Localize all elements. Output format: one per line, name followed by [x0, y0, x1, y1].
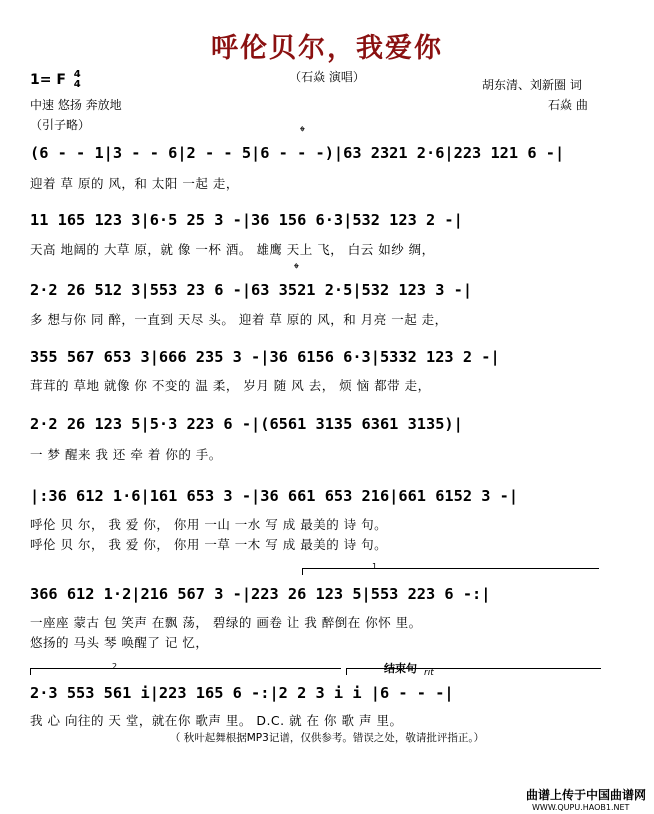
notation-row-4: 355 567 653 3|666 235 3 -|36 6156 6·3|5332 123 2 -|: [30, 348, 500, 366]
time-signature: [74, 70, 81, 90]
volta-1-label: 1: [372, 562, 378, 571]
notation-row-8: 2·3 553 561 i|223 165 6 -:|2 2 3 i i |6 - - -|: [30, 684, 454, 702]
notation-row-2: 11 165 123 3|6·5 25 3 -|36 156 6·3|532 123 2 -|: [30, 211, 463, 229]
notation-row-3: 2·2 26 512 3|553 23 6 -|63 3521 2·5|532 123 3 -|: [30, 281, 473, 299]
site-credit: 曲谱上传于中国曲谱网: [526, 788, 647, 802]
site-url: WWW.QUPU.HAOB1.NET: [532, 803, 630, 812]
lyric-line-6b: 呼伦 贝 尔， 我 爱 你， 你用 一草 一木 写 成 最美的 诗 句。: [30, 537, 388, 552]
composer-credit: 石焱 曲: [548, 98, 588, 112]
key-label: 1= F: [30, 72, 66, 88]
lyric-line-2: 天高 地阔的 大草 原，就 像 一杯 酒。 雄鹰 天上 飞， 白云 如纱 绸，: [30, 242, 435, 257]
lyric-line-5: 一 梦 醒来 我 还 牵 着 你的 手。: [30, 447, 222, 462]
segno-icon: 𝄌: [300, 124, 305, 140]
lyric-line-1: 迎着 草 原的 风，和 太阳 一起 走，: [30, 176, 239, 191]
tempo-marking: 中速 悠扬 奔放地: [30, 98, 122, 112]
segno-icon: 𝄌: [294, 261, 299, 277]
notation-row-7: 366 612 1·2|216 567 3 -|223 26 123 5|553 223 6 -:|: [30, 585, 491, 603]
time-signature-bottom: 4: [73, 79, 81, 90]
volta-2-bracket: [30, 668, 341, 675]
ending-label: 结束句: [384, 662, 417, 675]
intro-note: （引子略）: [30, 118, 91, 132]
ritardando-marking: rit: [424, 668, 434, 678]
volta-1-bracket: [302, 568, 599, 575]
lyricist-credit: 胡东清、刘新圈 词: [482, 78, 582, 92]
key-signature: [30, 70, 81, 90]
song-title: 呼伦贝尔，我爱你: [211, 33, 443, 64]
lyric-line-8: 我 心 向往的 天 堂，就在你 歌声 里。 D.C. 就 在 你 歌 声 里。: [30, 713, 403, 728]
transcriber-note: （ 秋叶起舞根据MP3记谱，仅供参考。错误之处，敬请批评指正。）: [169, 732, 485, 744]
notation-row-5: 2·2 26 123 5|5·3 223 6 -|(6561 3135 6361 3135)|: [30, 415, 463, 433]
lyric-line-7b: 悠扬的 马头 琴 唤醒了 记 忆，: [30, 635, 209, 650]
lyric-line-7a: 一座座 蒙古 包 笑声 在飘 荡， 碧绿的 画卷 让 我 醉倒在 你怀 里。: [30, 615, 422, 630]
notation-row-6: |:36 612 1·6|161 653 3 -|36 661 653 216|661 6152 3 -|: [30, 487, 519, 505]
time-signature-top: 4: [73, 69, 81, 80]
volta-2-label: 2: [112, 662, 118, 671]
lyric-line-3: 多 想与你 同 醉，一直到 天尽 头。 迎着 草 原的 风，和 月亮 一起 走，: [30, 312, 448, 327]
performer-credit: （石焱 演唱）: [289, 70, 365, 84]
lyric-line-4: 茸茸的 草地 就像 你 不变的 温 柔， 岁月 随 风 去， 烦 恼 都带 走，: [30, 378, 431, 393]
notation-row-1: (6 - - 1|3 - - 6|2 - - 5|6 - - -)|63 2321 2·6|223 121 6 -|: [30, 144, 565, 162]
lyric-line-6a: 呼伦 贝 尔， 我 爱 你， 你用 一山 一水 写 成 最美的 诗 句。: [30, 517, 388, 532]
